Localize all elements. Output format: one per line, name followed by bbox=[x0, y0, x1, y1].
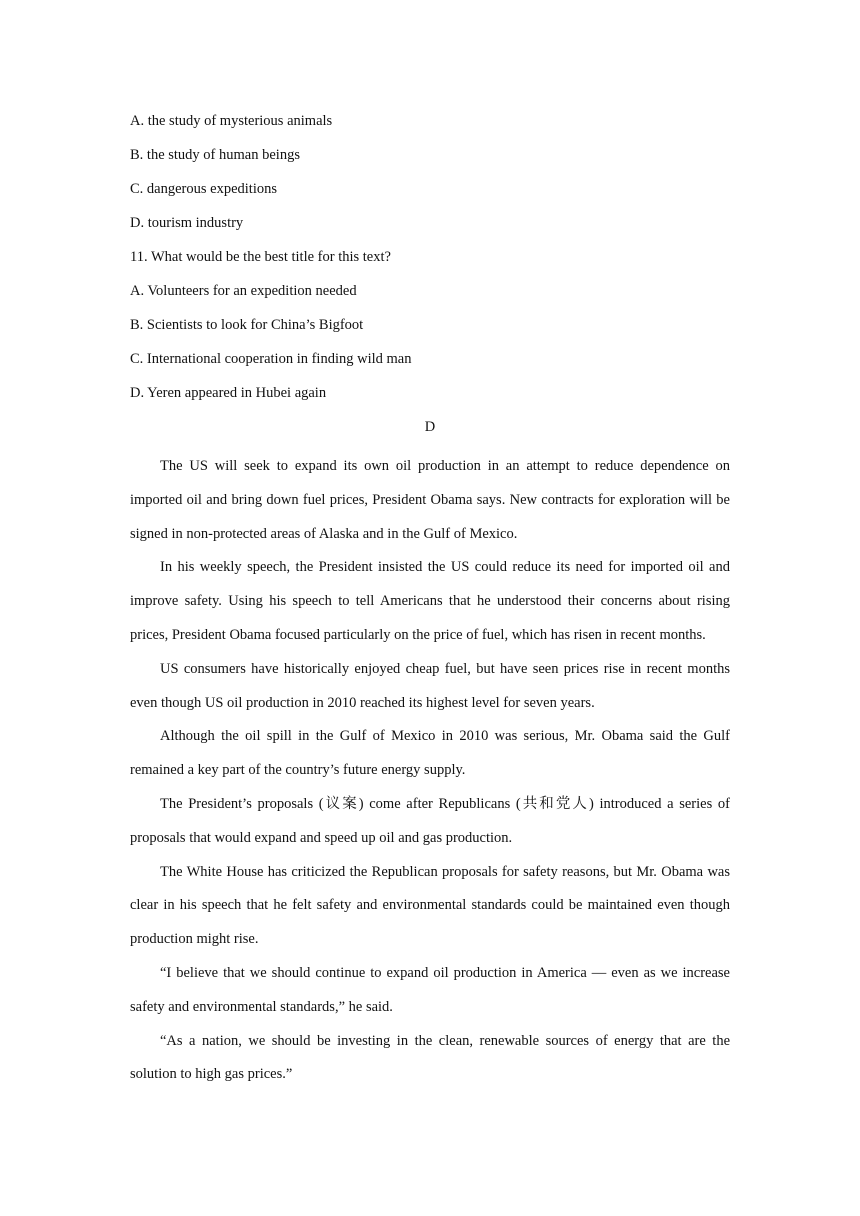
passage-heading: D bbox=[424, 419, 436, 435]
q11-option-d: D. Yeren appeared in Hubei again bbox=[130, 385, 327, 401]
q10-option-b: B. the study of human beings bbox=[130, 147, 300, 163]
passage-paragraph-6: The White House has criticized the Republican proposals for safety reasons, but Mr. Obama was clear in his speech that he felt safety and environmental standards could be maintained even though production might rise. bbox=[130, 863, 730, 948]
passage-paragraph-1: The US will seek to expand its own oil production in an attempt to reduce dependence on imported oil and bring down fuel prices, President Obama says. New contracts for exploration will be signed in non-protected areas of Alaska and in the Gulf of Mexico. bbox=[130, 458, 730, 542]
q11-option-a: A. Volunteers for an expedition needed bbox=[130, 283, 357, 299]
passage-paragraph-5: The President’s proposals (议案) come after Republicans (共和党人) introduced a series of proposals that would expand and speed up oil and gas production. bbox=[130, 795, 730, 846]
q11-option-c: C. International cooperation in finding wild man bbox=[130, 351, 412, 367]
q10-option-a: A. the study of mysterious animals bbox=[130, 113, 333, 129]
document-page bbox=[130, 110, 730, 1092]
passage-paragraph-2: In his weekly speech, the President insisted the US could reduce its need for imported oil and improve safety. Using his speech to tell Americans that he understood their concerns about rising prices, President Obama focused particularly on the price of fuel, which has risen in recent months. bbox=[130, 559, 730, 643]
q10-option-d: D. tourism industry bbox=[130, 215, 244, 231]
q11-question: 11. What would be the best title for this text? bbox=[130, 249, 391, 265]
passage-paragraph-4: Although the oil spill in the Gulf of Mexico in 2010 was serious, Mr. Obama said the Gulf remained a key part of the country’s future energy supply. bbox=[130, 728, 730, 779]
q10-option-c: C. dangerous expeditions bbox=[130, 181, 277, 197]
passage-paragraph-3: US consumers have historically enjoyed cheap fuel, but have seen prices rise in recent months even though US oil production in 2010 reached its highest level for seven years. bbox=[130, 660, 730, 711]
q11-option-b: B. Scientists to look for China’s Bigfoot bbox=[130, 317, 364, 333]
passage-paragraph-8: “As a nation, we should be investing in the clean, renewable sources of energy that are the solution to high gas prices.” bbox=[130, 1032, 730, 1083]
passage-paragraph-7: “I believe that we should continue to expand oil production in America — even as we increase safety and environmental standards,” he said. bbox=[130, 964, 730, 1015]
